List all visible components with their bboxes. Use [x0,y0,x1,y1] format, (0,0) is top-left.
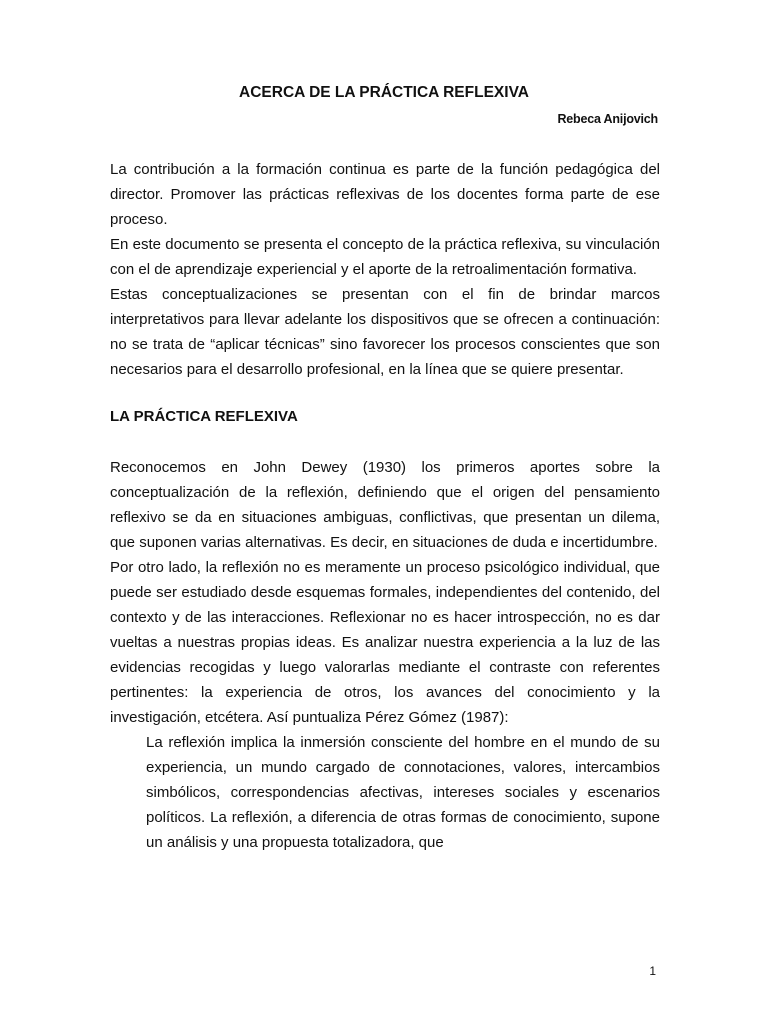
document-title: ACERCA DE LA PRÁCTICA REFLEXIVA [239,84,529,101]
paragraph-intro-3: Estas conceptualizaciones se presentan con el fin de brindar marcos interpretativos para llevar adelante los dispositivos que se ofrecen a continuación: no se trata de “aplicar técnicas” sino favorecer los procesos conscientes que son necesarios para el desarrollo profesional, en la línea que se quiere presentar. [110,286,660,378]
block-quote: La reflexión implica la inmersión consciente del hombre en el mundo de su experiencia, un mundo cargado de connotaciones, valores, intercambios simbólicos, correspondencias afectivas, intereses sociales y escenarios políticos. La reflexión, a diferencia de otras formas de conocimiento, supone un análisis y una propuesta totalizadora, que [146,734,660,851]
author-name: Rebeca Anijovich [557,112,658,126]
paragraph-dewey: Reconocemos en John Dewey (1930) los primeros aportes sobre la conceptualización de la reflexión, definiendo que el origen del pensamiento reflexivo se da en situaciones ambiguas, conflictivas, que presentan un dilema, que suponen varias alternativas. Es decir, en situaciones de duda e incertidumbre. [110,459,660,551]
paragraph-intro-1: La contribución a la formación continua es parte de la función pedagógica del director. Promover las prácticas reflexivas de los docentes forma parte de ese proceso. [110,161,660,228]
paragraph-intro-2: En este documento se presenta el concepto de la práctica reflexiva, su vinculación con el de aprendizaje experiencial y el aporte de la retroalimentación formativa. [110,236,660,278]
section-heading: LA PRÁCTICA REFLEXIVA [110,408,298,425]
paragraph-reflexion: Por otro lado, la reflexión no es meramente un proceso psicológico individual, que puede ser estudiado desde esquemas formales, independientes del contenido, del contexto y de las interacciones. Reflexionar no es hacer introspección, no es dar vueltas a nuestras propias ideas. Es analizar nuestra experiencia a la luz de las evidencias recogidas y luego valorarlas mediante el contraste con referentes pertinentes: la experiencia de otros, los avances del conocimiento y la investigación, etcétera. Así puntualiza Pérez Gómez (1987): [110,559,660,726]
page-number: 1 [649,964,656,978]
document-body [110,157,660,855]
